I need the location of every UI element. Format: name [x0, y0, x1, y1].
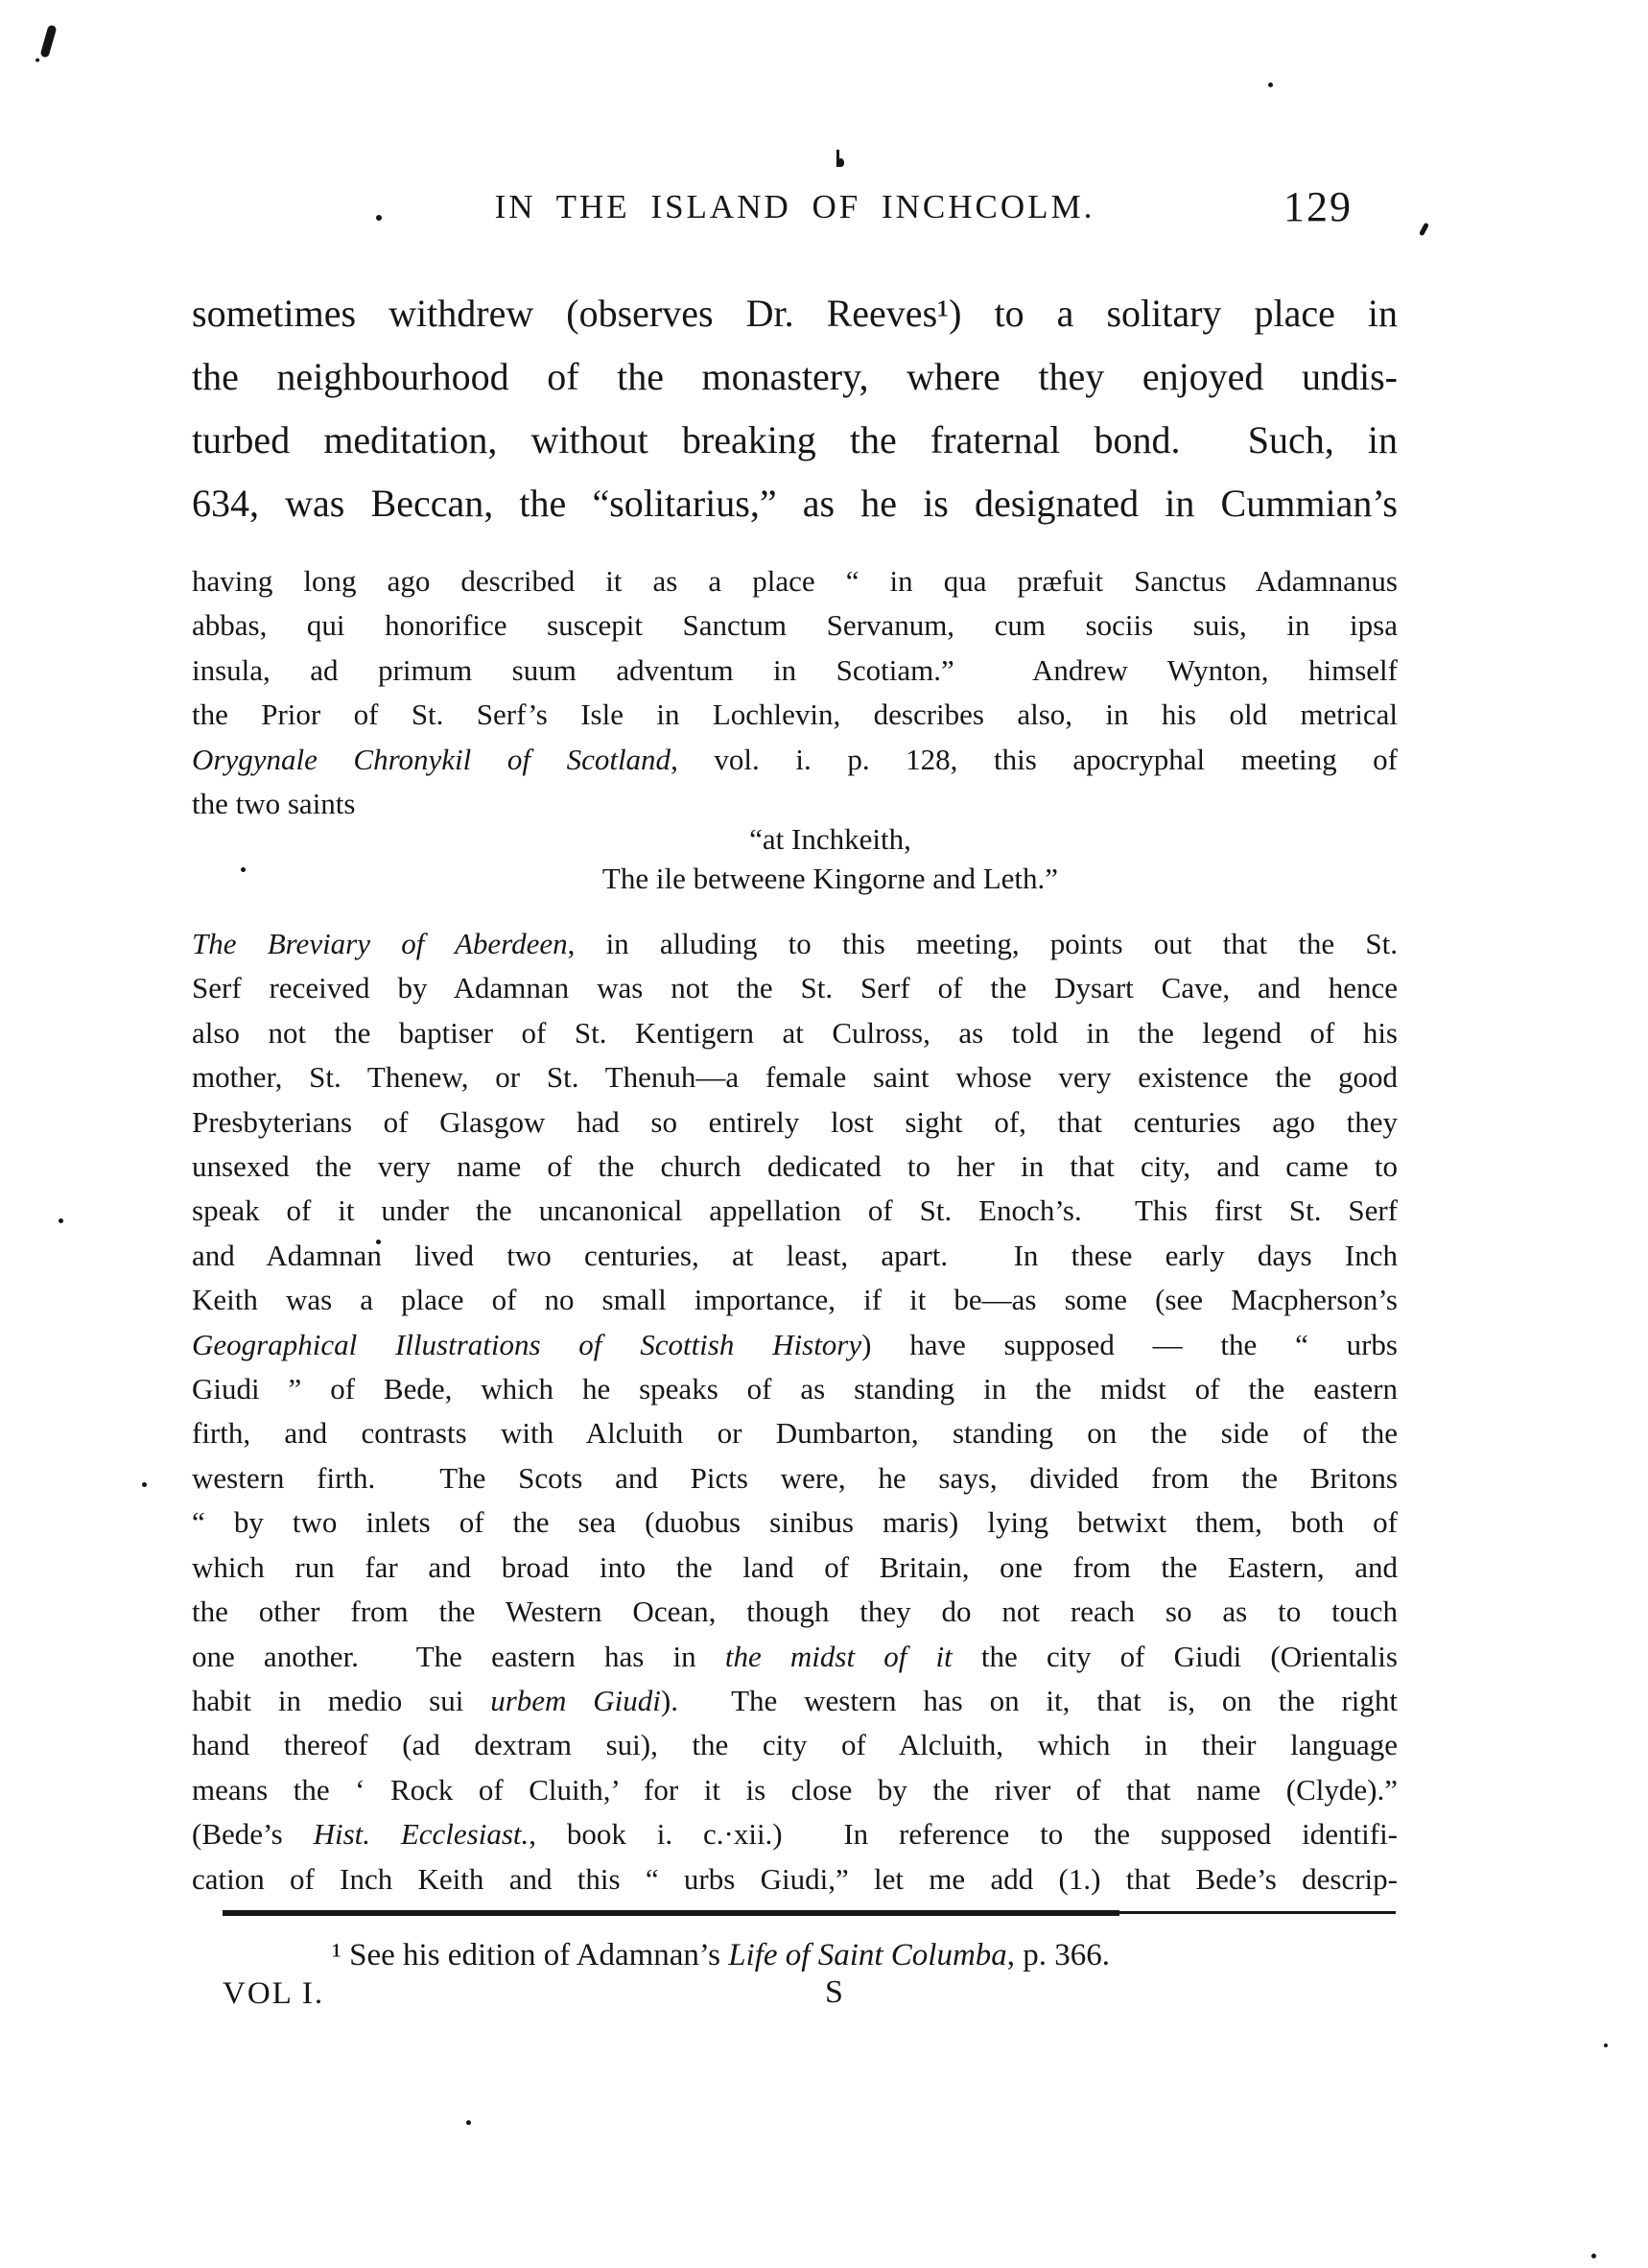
footnote-rule: [223, 1910, 1119, 1916]
ink-speck: [1591, 2254, 1596, 2258]
footnote-continuation: having long ago described it as a place “ in qua præfuit Sanctus Adamnanus abbas, qui honorifice suscepit Sanctum Servanum, cum sociis suis, in ipsa insula, ad primum suum adventum in Scotiam.” Andrew Wynton, himself the Prior of St. Serf’s Isle in Lochlevin, describes also, in his old metrical Orygynale Chronykil of Scotland, vol. i. p. 128, this apocryphal meeting of the two saints: [192, 564, 1398, 821]
volume-label: VOL I.: [223, 1976, 325, 2011]
ink-speck: [1604, 2044, 1608, 2047]
footnote-rule-thin: [1119, 1911, 1396, 1914]
page-number: 129: [1283, 183, 1353, 230]
ink-speck: [59, 1218, 63, 1223]
footnote: ¹ See his edition of Adamnan’s Life of Saint Columba, p. 366.: [332, 1938, 1111, 1973]
verse-quote: “at Inchkeith, The ile betweene Kingorne and Leth.”: [601, 822, 1059, 895]
ink-mark-flat: [836, 150, 839, 167]
ink-mark-slash: [39, 24, 57, 58]
ink-speck: [142, 1482, 147, 1487]
main-paragraph: sometimes withdrew (observes Dr. Reeves¹) to a solitary place in the neighbourhood of the monastery, where they enjoyed undis- turbed meditation, without breaking the fraternal bond. Such, in 634, was Beccan, the “solitarius,” as he is designated in Cummian’s: [192, 292, 1398, 525]
signature-mark: S: [825, 1974, 843, 2010]
running-title: IN THE ISLAND OF INCHCOLM.: [494, 188, 1095, 225]
note-paragraph: The Breviary of Aberdeen, in alluding to this meeting, points out that the St. Serf received by Adamnan was not the St. Serf of the Dysart Cave, and hence also not the baptiser of St. Kentigern at Culross, as told in the legend of his mother, St. Thenew, or St. Thenuh—a female saint whose very existence the good Presbyterians of Glasgow had so entirely lost sight of, that centuries ago they unsexed the very name of the church dedicated to her in that city, and came to speak of it under the uncanonical appellation of St. Enoch’s. This first St. Serf and Adamnan lived two centuries, at least, apart. In these early days Inch Keith was a place of no small importance, if it be—as some (see Macpherson’s Geographical Illustrations of Scottish History) have supposed — the “ urbs Giudi ” of Bede, which he speaks of as standing in the midst of the eastern firth, and contrasts with Alcluith or Dumbarton, standing on the side of the western firth. The Scots and Picts were, he says, divided from the Britons “ by two inlets of the sea (duobus sinibus maris) lying betwixt them, both of which run far and broad into the land of Britain, one from the Eastern, and the other from the Western Ocean, though they do not reach so as to touch one another. The eastern has in the midst of it the city of Giudi (Orientalis habit in medio sui urbem Giudi). The western has on it, that is, on the right hand thereof (ad dextram sui), the city of Alcluith, which in their language means the ‘ Rock of Cluith,’ for it is close by the river of that name (Clyde).” (Bede’s Hist. Ecclesiast., book i. c.·xii.) In reference to the supposed identifi- cation of Inch Keith and this “ urbs Giudi,” let me add (1.) that Bede’s descrip-: [192, 927, 1399, 1896]
ink-mark-tick: [1419, 223, 1429, 237]
ink-speck: [466, 2120, 471, 2125]
ink-speck: [1268, 83, 1273, 87]
